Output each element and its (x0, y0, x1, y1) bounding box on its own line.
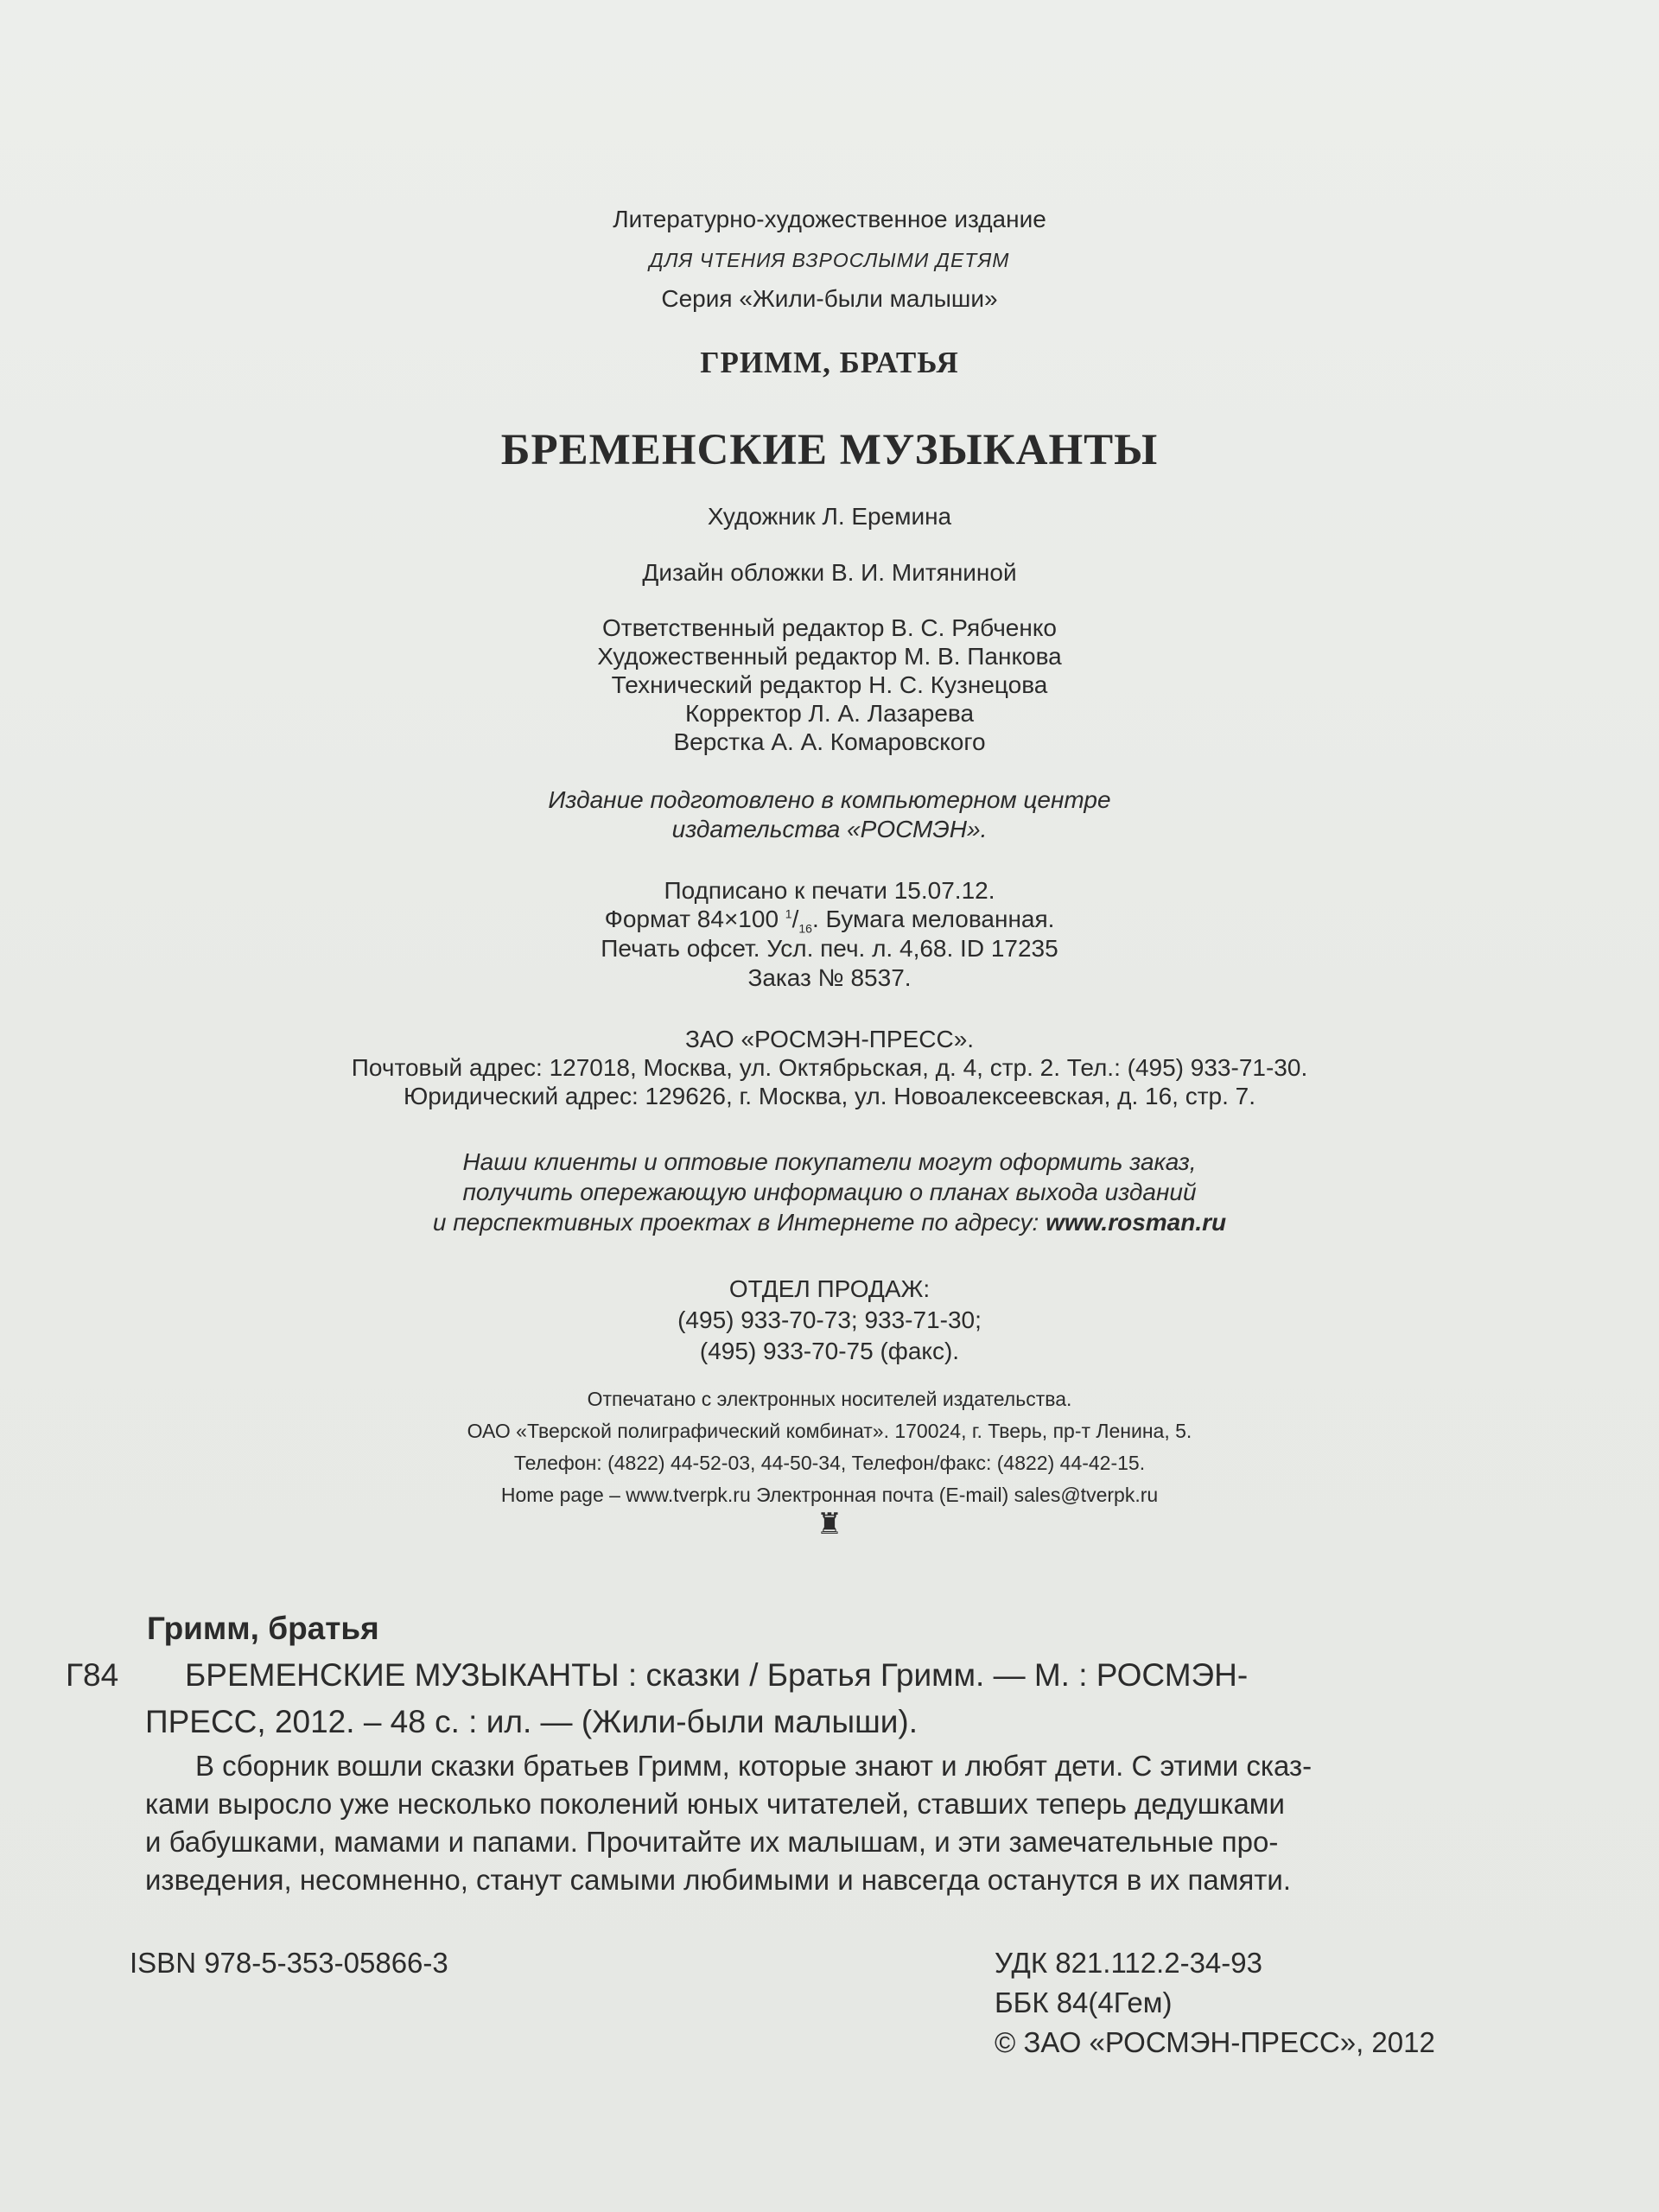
bib-index: Г84 (66, 1657, 119, 1693)
signed-date: Подписано к печати 15.07.12. (664, 877, 995, 904)
staff-credit: Верстка А. А. Комаровского (673, 728, 986, 755)
print-offset-info: Печать офсет. Усл. печ. л. 4,68. ID 17235 (601, 935, 1058, 962)
staff-credit: Корректор Л. А. Лазарева (684, 700, 975, 727)
paper-format: Формат 84×100 $^1/_{16}$. Бумага мелованная. (604, 906, 1055, 936)
sales-phones: (495) 933-70-75 (факс). (699, 1338, 960, 1364)
annotation-line: ками выросло уже несколько поколений юных читателей, ставших теперь дедушками (145, 1788, 1285, 1820)
printer-contacts: Home page – www.tverpk.ru Электронная почта (E-mail) sales@tverpk.ru (500, 1484, 1159, 1506)
staff-credit: Технический редактор Н. С. Кузнецова (611, 671, 1048, 698)
book-title: БРЕМЕНСКИЕ МУЗЫКАНТЫ (500, 426, 1159, 474)
bib-title-line: ПРЕСС, 2012. – 48 с. : ил. — (Жили-были малыши). (145, 1704, 918, 1739)
publisher-url[interactable]: www.rosman.ru (1046, 1209, 1227, 1236)
edition-type: Литературно-художественное издание (613, 206, 1046, 232)
staff-credit: Художественный редактор М. В. Панкова (597, 643, 1062, 670)
bib-title-line: БРЕМЕНСКИЕ МУЗЫКАНТЫ : сказки / Братья Гримм. — М. : РОСМЭН- (185, 1657, 1249, 1693)
sales-heading: ОТДЕЛ ПРОДАЖ: (728, 1275, 931, 1302)
printer-phones: Телефон: (4822) 44-52-03, 44-50-34, Телефон/факс: (4822) 44-42-15. (513, 1452, 1146, 1474)
legal-address: Юридический адрес: 129626, г. Москва, ул. Новоалексеевская, д. 16, стр. 7. (403, 1083, 1256, 1109)
cover-design-credit: Дизайн обложки В. И. Митяниной (642, 559, 1017, 586)
staff-credit: Ответственный редактор В. С. Рябченко (602, 614, 1057, 641)
isbn: ISBN 978-5-353-05866-3 (130, 1947, 448, 1979)
udk-code: УДК 821.112.2-34-93 (995, 1947, 1262, 1979)
illustrator-credit: Художник Л. Еремина (707, 503, 952, 530)
author-heading: ГРИММ, БРАТЬЯ (700, 346, 959, 379)
postal-address: Почтовый адрес: 127018, Москва, ул. Октябрьская, д. 4, стр. 2. Тел.: (495) 933-71-30. (351, 1054, 1308, 1081)
clients-note: и перспективных проектах в Интернете по адресу: www.rosman.ru (432, 1209, 1227, 1236)
audience-note: ДЛЯ ЧТЕНИЯ ВЗРОСЛЫМИ ДЕТЯМ (649, 249, 1010, 271)
annotation-line: изведения, несомненно, станут самыми любимыми и навсегда останутся в их памяти. (145, 1864, 1291, 1896)
clients-note: получить опережающую информацию о планах выхода изданий (462, 1179, 1197, 1205)
bbk-code: ББК 84(4Гем) (995, 1986, 1173, 2018)
clients-note: Наши клиенты и оптовые покупатели могут оформить заказ, (462, 1148, 1197, 1175)
publisher-name: ЗАО «РОСМЭН-ПРЕСС». (684, 1026, 975, 1052)
copyright: © ЗАО «РОСМЭН-ПРЕСС», 2012 (995, 2026, 1435, 2058)
series-name: Серия «Жили-были малыши» (661, 285, 998, 312)
printer-address: ОАО «Тверской полиграфический комбинат». 170024, г. Тверь, пр-т Ленина, 5. (467, 1420, 1192, 1442)
annotation-line: и бабушками, мамами и папами. Прочитайте их малышам, и эти замечательные про- (145, 1826, 1279, 1858)
prepared-note: издательства «РОСМЭН». (671, 816, 988, 842)
annotation-line: В сборник вошли сказки братьев Гримм, которые знают и любят дети. С этими сказ- (195, 1750, 1313, 1782)
order-number: Заказ № 8537. (747, 964, 912, 991)
bib-author: Гримм, братья (147, 1611, 379, 1646)
printer-note: Отпечатано с электронных носителей издательства. (587, 1388, 1072, 1410)
sales-phones: (495) 933-70-73; 933-71-30; (677, 1306, 982, 1333)
printer-logo-icon: ♜ (816, 1507, 843, 1541)
prepared-note: Издание подготовлено в компьютерном центре (548, 786, 1111, 813)
